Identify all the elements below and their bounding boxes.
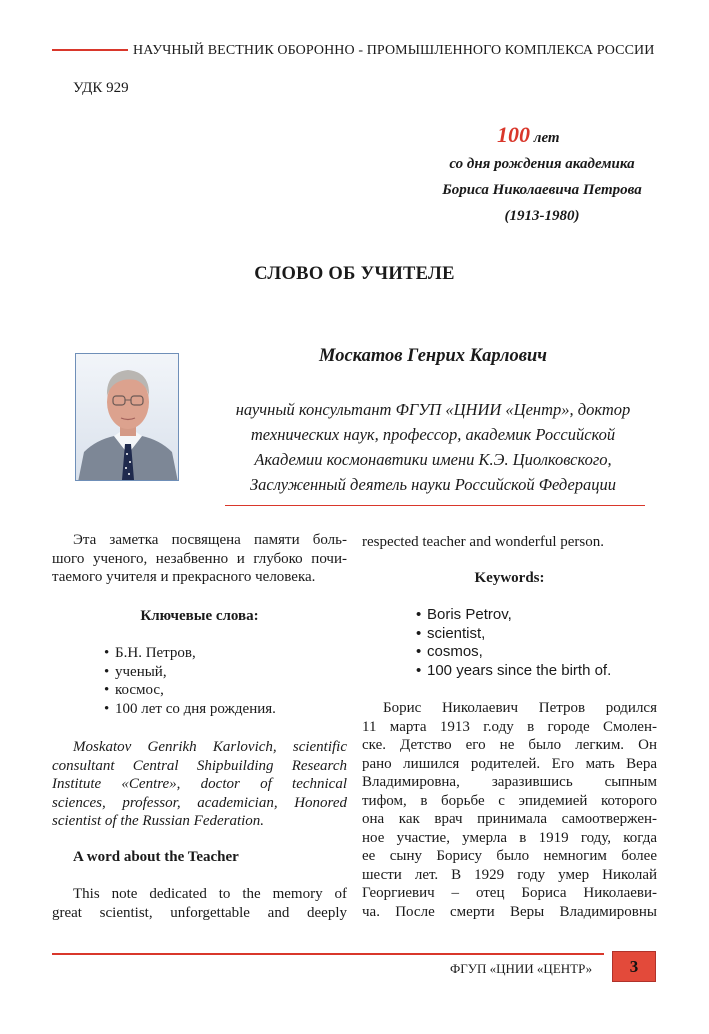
en-abstract-end: respected teacher and wonderful person.: [362, 534, 604, 550]
author-photo: [75, 353, 179, 481]
keyword-item: • 100 years since the birth of.: [416, 662, 656, 681]
author-name: Москатов Генрих Карлович: [319, 346, 547, 366]
keyword-item: • космос,: [104, 681, 344, 700]
author-affiliation-line: научный консультант ФГУП «ЦНИИ «Центр», доктор: [235, 400, 631, 419]
en-abstract: [52, 885, 347, 922]
body-line: 11 марта 1913 г.оду в городе Смолен-: [362, 718, 657, 735]
footer-rule: [52, 953, 604, 955]
author-affiliation-line: Академии космонавтики имени К.Э. Циолковского,: [254, 450, 612, 469]
body-text: [362, 699, 657, 921]
body-line: ске. Детство его не было легким. Он: [362, 737, 657, 753]
author-affiliation-line: Заслуженный деятель науки Российской Федерации: [249, 475, 617, 494]
body-line: ное участие, умерла в 1919 году, когда: [362, 829, 657, 846]
keyword-item: • cosmos,: [416, 643, 656, 662]
body-line: ее сыну Борису было немногим более: [362, 848, 657, 864]
en-author-info: [52, 738, 347, 831]
abstract-line: шого ученого, незабвенно и глубоко почи-: [52, 550, 347, 567]
keyword-item: • Boris Petrov,: [416, 606, 656, 625]
en-author-line: consultant Central Shipbuilding Research: [52, 757, 347, 774]
en-keywords-heading: Keywords:: [474, 570, 545, 586]
anniversary-years: (1913-1980): [504, 208, 580, 224]
anniversary-number: 100: [497, 122, 530, 147]
author-block-rule: [225, 505, 645, 506]
body-line: тифом, в борьбе с эпидемией которого: [362, 792, 657, 809]
en-abstract-line: This note dedicated to the memory of: [73, 886, 347, 902]
ru-keywords-list: [104, 644, 344, 718]
article-title: СЛОВО ОБ УЧИТЕЛЕ: [254, 264, 455, 284]
en-author-line: scientist of the Russian Federation.: [52, 813, 265, 829]
body-line: рано лишился родителей. Его мать Вера: [362, 755, 657, 772]
anniversary-word: лет: [533, 130, 560, 146]
author-affiliation: [190, 397, 676, 497]
header-rule: [52, 49, 128, 51]
keyword-item: • Б.Н. Петров,: [104, 644, 344, 663]
abstract-line: таемого учителя и прекрасного человека.: [52, 569, 316, 585]
en-author-line: Institute «Centre», doctor of technical: [52, 776, 347, 792]
en-author-line: Moskatov Genrikh Karlovich, scientific: [73, 739, 347, 755]
en-title: A word about the Teacher: [73, 849, 239, 865]
en-author-line: sciences, professor, academician, Honored: [52, 794, 347, 811]
udk-code: УДК 929: [73, 80, 129, 96]
anniversary-line-1: со дня рождения академика: [449, 156, 635, 172]
keyword-item: • ученый,: [104, 663, 344, 682]
author-portrait-image: [76, 354, 179, 481]
page-number-badge: 3: [612, 951, 656, 982]
en-abstract-line: great scientist, unforgettable and deeply: [52, 904, 347, 921]
author-affiliation-line: технических наук, профессор, академик Российской: [250, 425, 616, 444]
en-keywords-list: [416, 606, 656, 680]
body-line: она как врач принимала самоотвержен-: [362, 811, 657, 827]
body-line: шести лет. В 1929 году умер Николай: [362, 866, 657, 883]
anniversary-line-2: Бориса Николаевича Петрова: [442, 182, 642, 198]
body-line: Владимировна, заразившись сыпным: [362, 774, 657, 790]
abstract-line: Эта заметка посвящена памяти боль-: [73, 532, 347, 548]
body-line: Георгиевич – отец Бориса Николаеви-: [362, 885, 657, 901]
footer-publisher: ФГУП «ЦНИИ «ЦЕНТР»: [450, 961, 593, 976]
running-title: НАУЧНЫЙ ВЕСТНИК ОБОРОННО - ПРОМЫШЛЕННОГО КОМПЛЕКСА РОССИИ: [133, 43, 655, 58]
ru-abstract: [52, 531, 347, 587]
ru-keywords-heading: Ключевые слова:: [140, 608, 259, 624]
body-line: ча. После смерти Веры Владимировны: [362, 903, 657, 920]
keyword-item: • scientist,: [416, 625, 656, 644]
keyword-item: • 100 лет со дня рождения.: [104, 700, 344, 719]
body-line: Борис Николаевич Петров родился: [383, 700, 657, 716]
anniversary-block: [400, 122, 684, 229]
